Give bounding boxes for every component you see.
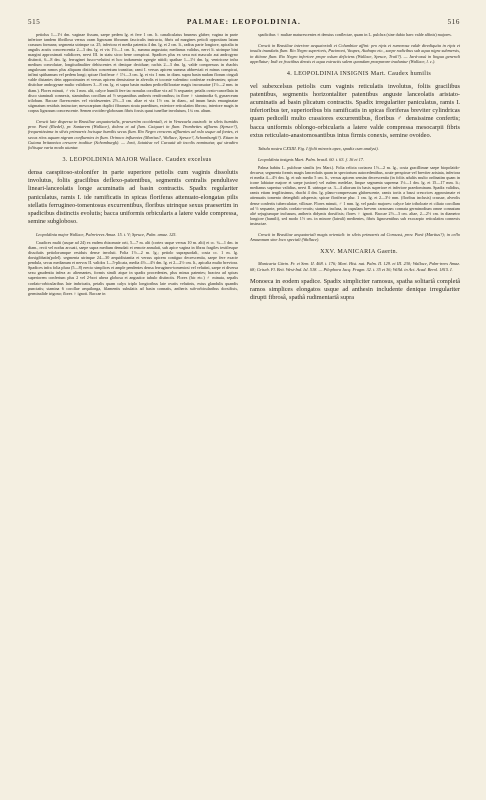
running-title: PALMAE: LEOPOLDINIA. — [186, 17, 302, 26]
species-heading: 3. LEOPOLDINIA MAJOR Wallace. Caudex excelsus — [62, 157, 212, 164]
text-paragraph: Crescit late dispersa in Brasiliae aequatorialis, praesertim occidentali, et in Venezuela australi: in silvis humidis prov. Pará (Riedel), pr. Santarem (Wallace), dolens et ad flum. Caiquari in flum. Trombettes affluens (Spruce?), frequentissima in silvis primaeris locisque humilis secus flum. Rio Negro crescens affluentes ad oslo usque ad fontes, et secus ritos aquam nigram confluentes in flum. Orinoco influentes (Martius?, Wallace, Spruce?, Schomburgk?). Etiam in Guiana britannica crescere traditur (Schomburgk). — Jará, Jatatúva vel Curuatá ab incolis nominatur, qui stradiro foliisque varia modo utuntur. — [28, 118, 238, 150]
text-paragraph: Crescit in Brasiliae aequatoriali magis orientali: in silvis primaeris ad Corousst, prov. Pará (Martius?); in cello Amazonum sine loco speciali (Wallace). — [250, 231, 460, 243]
two-column-body — [28, 32, 460, 305]
text-paragraph: Monoeca in eodem spadice. Spadix simpliciter ramosus, spatha solitariâ completâ ramos simplices elongatos usque ad anthesin includente denique irregulariter dirupti fibrosâ, spathâ rudimentariâ supra — [250, 277, 460, 301]
text-paragraph: Caudices multi (usque ad 24) ex eadem rhizomate orti, 5—7 m. alti (cortex usque versus 10 m. alti) et cc. ¾—1 dm. in diam., recti vel nodus arcuati, saepe supra medium denudati et remote annulati, sub apice vagina in fibras fragiles textilesque dissolutis petiolorumque residuis dense involuti. Folia 1½—2 m. lg.; petiolo suprapsodali, costa cc. 1 m. lg. dorsigibbatis(polel). segmenta utrinque 24—30 aequidistantia et versus apicem contiguo decrescentia, saepe fere exacte pendula, secus medianum et nervos II. validos 1—5-plicata, media 4½—4½ dm. lg. et 2—2½ cm. lt., apicalia multo breviora. Spadices infra folia plura (5—8) erecto simplices et ample pendentes densa ferrugineo-tomentosi vel velutini, saepe et diversa sexu gaudentia infera ac alternantes, formis simili atque in spadix procedentes, plus minus patentes; bractea ad spicas superiorem confertum plus 2 vel 2-bori ubera globosa et angustior tubulo distinctis. Flores (hic etc.) ♂ minuta, sepalis cordato-orbicularibus late imbricatis, petalis quam calyx triplo longioribus late ovatis velutinis, extus glandulis quandis punctatis; stamina 6 corollae aequilonga, filamentis subulatis ad basin connatis, antheris sub-orbicularibus dorsifixis, germinalide trigono; flores ♀ ignoti. Baccae in — [28, 240, 238, 296]
page-number-left: 515 — [28, 18, 41, 26]
text-paragraph: vel subexcelsus petiolis cum vaginis reticulatis involutus, foliis gracilibus patentibus, segmentis horizontaliter patentibus anguste lanceolatis aristato-acuminatis ad basin plicatum contractis. Spadix irregulariter paniculatus, ramis I. inferioribus ter, superioribus bis ramificatis in spicas floriferas breviter cylindricas quam pedicelli multo crassiores excurrentibus, floribus ♂ densissime confertis; bacca uniformis oblongo-orbicularis a latere valde compressa mesocarpii fibris extus reticulato-anastomosantibus intus firmis conexis, semine ovoideo. — [250, 83, 460, 139]
text-paragraph: densa caespitoso-stolonifer in parte superiore petiolis cum vaginis dissolutis involutus, foliis gracilibus deflexo-patentibus, segmentis centralis pendulisve lineari-lanceolatis longe acuminatis ad basin contractis. Spadix regulariter paniculatus, ramis I. ide ramificatis in spicas floriferas attenuato-elongatas pilis stellatis ferrugineo-tomentosus excurrentibus, floribus utrinque sexus praesertim in spadicibus distinctis evolutis; bacca uniformis orbicularis a latere valde compressa, semine subgloboso. — [28, 169, 238, 225]
right-column — [250, 32, 460, 305]
text-paragraph: Leopoldinia insignis Mart. Palm. brasil. 60. t. 63. f. 16 et 17. — [258, 156, 365, 162]
text-paragraph: spadicibus ♀ multae maturescentes et densius conflectae, quam in L. pulchra (sine dubio haec valde affinis) majores. — [258, 32, 452, 37]
text-paragraph: Tabula nostra CXXIII. Fig. I (folii minoris apex, spadix cum analysi). — [258, 145, 379, 151]
species-heading: 4. LEOPOLDINIA INSIGNIS Mart. Caudex humilis — [286, 71, 432, 78]
text-paragraph: Manicaria Gärtn. Fr. et Sem. II. 468. t. 176; Mart. Hist. nat. Palm. II. 129. et III. 230; Wallace, Palm-trees Amaz. 68; Griseb. Fl. Brit. West-Ind. Isl. 518. — Pilophora Jacq. Fragm. 32. t. 35 et 36; Willd. in Act. Acad. Berol. 1815. I. — [250, 261, 460, 272]
text-paragraph: petiolus 1—1½ dm. vaginae fissum, saepe pedem lg. et fere 1 cm. lt. canaliculatus bruneus glaber; vagina in parte inferiore tandem fibrillosa versus oram lignosam fibrarum fasciculis instructa, fibris ad margines petioli oppositam latum crassum formans; segmenta utrinque ca. 25, inferiora et media patentia 4 dm. lg. et 2 cm. lt., radius parte longiore, apicalia in angulis acutis concrescentia 2—3 dm. lg. et vix 1½—1 cm. lt., summa angustata; medianus validus, nervi lt. utrinque bini margini approximati validiores, nervi III. in statu sicco bene conspicui. Spadices plus ex sexu not masculo aut androgyno distincti, 6—8 dm. lg. ferruginei fusco-velutini et hoc indumento egregie nitidi; spathae 1—1½ dm. lg. ventricose infra medium convolutae, longitudinaliter dehiscentes et denique deciduae; rachis 2—3 dm. lg. valde compressus in rhachis angulosum ramos plus aliquam distichos concentum transitus; rami I. versus apicem summa abbreviati et minus conspicui, infimi spithamum vel pedem longi; spicae floriferae ♂ 1½—3 cm. lg. et vix 1 mm. in diam. supra basin nudam florum cinguli valde distantes dein approximates et versus apicem densissime in alveolis et toconte valentino confertae exdevantes; spicae distichae androgynae multo validiores 3—8 cm. lg. et supra basin nudam pedicellifloratae magis incrassatae (1½—2 mm. in diam.). Flores minuti, ♂ vix 1 mm. alti, calyce humili fere tac nonulas corolliae vix ad ⅓ sequante; petalis ovato-cancellata in disco staminali connexis, staminibus corollam ad ½ sequantibus antheris renifromibus; in flore ♀ staminodia 6, gynaeceum trilobum. Baccae flavescentes vel virideszentes 2½—3 cm. altae et vix 1½ cm. in diam., ad imum basis emarginatae stigmatum residuis instructae; mesocarpium duplici fibrarum strata praeditum, exteriore reticulatim fibroso, interiore magis in corpus lignosum concrescente. Semen ovoideo-globosum fibris fossis quasi tunellae involutum, 1¼ cm. altum. — [28, 32, 238, 113]
text-paragraph: Leopoldinia major Wallace, Palm-trees Amaz. 15. t. V; Spruce, Palm. amaz. 125. — [36, 231, 177, 237]
text-paragraph: Palma habitu L. pulchrae similis (ex Mart.). Folia relicta coriacea 1½—2 m. lg., costa gracillimae saepe biopolaido-decurva; segmenta formis magis lanceolatis quam in spectorium autocedentibus, acute perspicue vel breviter aristata, inferiora et media 4—4½ dm. lg. et sub medio 5 cm. lt., versus apicem sensim decrescentia (in foliis adultis multo ordinatim quam in icone labiatae majore et saepe juniore) vel rudem medelae, linque segmenta suprema 1½—1 dm. lg. et 15—17 mm. lt.; medianus supertuo validius, nervi II. utrinque ca. 3—4 aliorum iis basis superiore et inferiore praedominam. Spadix validius, ramis etiam tergilissimus, rhachi 4 dm. lg. plano-compressum glabrescente, ramis tortis a bassi crescrices approximate et attenuatis tomento detergibili adspersis; spicae floriferae plur. 1 cm. lg. et 2—3½ mm. (floribus inclusis) crassae, alveolis dense confertis tuberculatae, villosae. Flores minuti, ♂ 1 mm. lg. vel paulo majores: calyce late triboloate et ciliato corollam ad ⅓ sequante, petalis cordato-ovatis; stamina inclusa, in cupulam brevem carnosam connata germinodium omne connatum alté sejugiumque inclusum, antheris didymis dorsifixis; flores ♀ ignoti. Baccae 2½—3 cm. altae, 2—2½ cm. in diametro longiore (humili), sed modo 1½ cm. in minore (lateali) medientes, fibris lignosentibus sub exocarpio reticulatim connexis instructae. — [250, 165, 460, 226]
running-header — [28, 17, 460, 26]
text-paragraph: Crescit in Brasiliae interiore aequatoriali et Columbiae affini: pro ripis et rumorosa valde dirediquita in ripis et insulis inundatis flum. Rio Negro superioris, Pacimoni, Vaupes, Atabapo etc., saepe radicibus sub aqua nigra submersis, in ditione flum. Rio Negro inferiore prope oslum deficiens (Wallace, Spruce, Trail?). — Jará-assú in lingua generali appellatur; Indi ex fructibus densis et aqua extractis salem quondam praeparare traduntur (Wallace, l. c.). — [250, 43, 460, 64]
species-heading: XXV. MANICARIA Gaertn. — [320, 249, 398, 256]
left-column — [28, 32, 238, 305]
page-number-right: 516 — [447, 18, 460, 26]
